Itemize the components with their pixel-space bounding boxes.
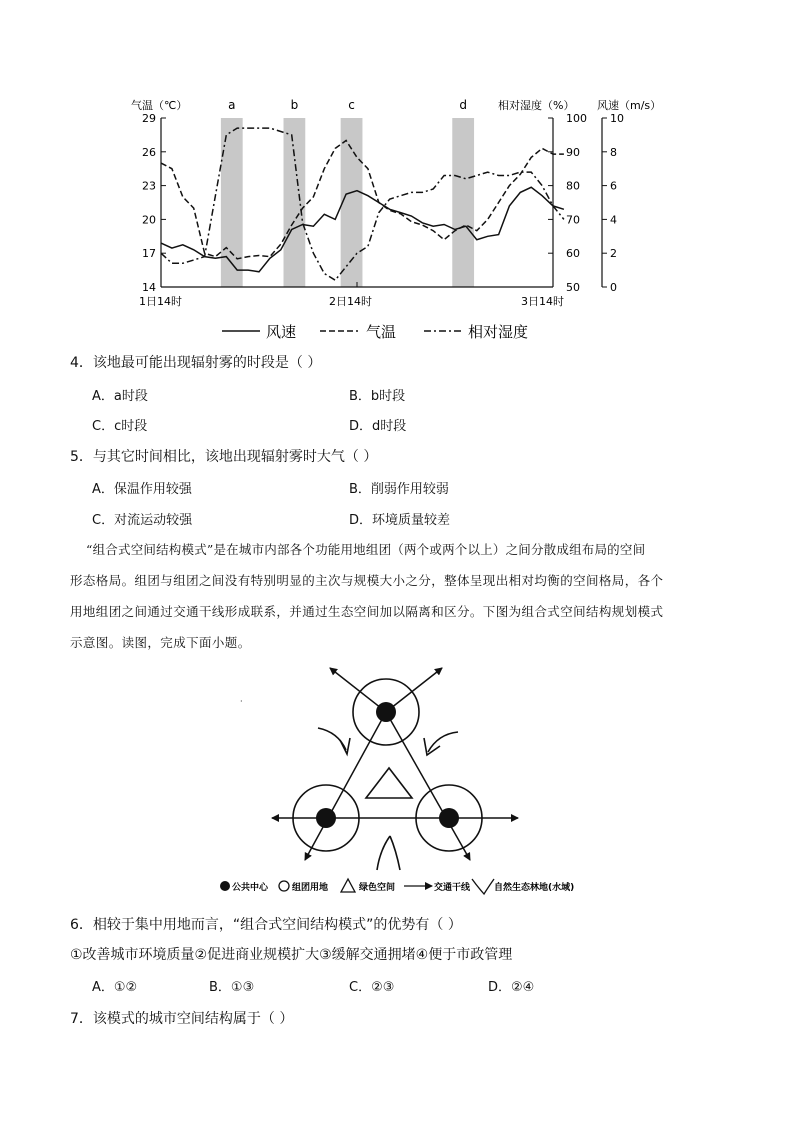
question-6-stem: 6．相较于集中用地而言，“组合式空间结构模式”的优势有（ ） <box>70 917 462 933</box>
q6-option-b[interactable]: B．①③ <box>209 980 255 995</box>
question-7-stem: 7．该模式的城市空间结构属于（ ） <box>70 1011 294 1027</box>
legend-humidity: 相对湿度 <box>468 323 529 341</box>
left-tick-label: 17 <box>142 247 156 261</box>
x-tick-1: 1日14时 <box>139 295 182 308</box>
legend-green-space-icon <box>341 879 355 892</box>
question-4-stem: 4．该地最可能出现辐射雾的时段是（ ） <box>70 355 322 371</box>
legend-public-center-icon <box>220 881 230 891</box>
humidity-tick-label: 70 <box>566 213 580 227</box>
wind-tick-label: 8 <box>610 145 617 159</box>
legend-public-center: 公共中心 <box>232 883 269 893</box>
humidity-tick-label: 50 <box>566 281 580 294</box>
q5-option-d[interactable]: D．环境质量较差 <box>349 513 451 528</box>
wind-tick-label: 10 <box>610 112 624 125</box>
q4-option-a[interactable]: A．a时段 <box>92 389 148 404</box>
q4-option-d[interactable]: D．d时段 <box>349 419 407 434</box>
band-label-a: a <box>228 98 236 112</box>
band-label-d: d <box>459 98 467 112</box>
left-tick-label: 29 <box>142 112 156 125</box>
left-tick-label: 14 <box>142 281 156 294</box>
green-space-triangle <box>366 768 412 798</box>
q4-option-c[interactable]: C．c时段 <box>92 419 148 434</box>
left-tick-label: 20 <box>142 213 156 227</box>
q4-option-b[interactable]: B．b时段 <box>349 389 406 404</box>
svg-text:·: · <box>240 697 243 706</box>
left-tick-label: 26 <box>142 145 156 159</box>
passage-line-2: 形态格局。组团与组团之间没有特别明显的主次与规模大小之分，整体呈现出相对均衡的空间格局，各个 <box>70 573 664 588</box>
left-axis-label: 气温（℃） <box>131 99 188 112</box>
legend-group-land-icon <box>279 881 289 891</box>
question-5-stem: 5．与其它时间相比，该地出现辐射雾时大气（ ） <box>70 449 378 465</box>
humidity-axis-label: 相对湿度（%） <box>498 99 575 112</box>
wind-tick-label: 6 <box>610 179 617 193</box>
wind-tick-label: 0 <box>610 281 617 294</box>
legend-traffic: 交通干线 <box>434 883 471 893</box>
public-centers <box>316 702 459 828</box>
passage-line-3: 用地组团之间通过交通干线形成联系，并通过生态空间加以隔离和区分。下图为组合式空间结构规划模式 <box>70 604 664 619</box>
band-d <box>452 118 474 287</box>
wind-tick-label: 4 <box>610 213 617 227</box>
q6-option-c[interactable]: C．②③ <box>349 980 395 995</box>
passage-line-1: “组合式空间结构模式”是在城市内部各个功能用地组团（两个或两个以上）之间分散成组布局的空间 <box>86 542 646 557</box>
q5-option-a[interactable]: A．保温作用较强 <box>92 482 192 497</box>
band-label-c: c <box>348 98 355 112</box>
band-b <box>284 118 306 287</box>
diagram-legend <box>220 879 574 894</box>
humidity-tick-label: 90 <box>566 145 580 159</box>
chart-legend <box>222 323 528 341</box>
humidity-tick-label: 80 <box>566 179 580 193</box>
humidity-tick-label: 100 <box>566 112 587 125</box>
legend-group-land: 组团用地 <box>292 883 329 893</box>
band-a <box>221 118 243 287</box>
legend-temp: 气温 <box>366 323 397 341</box>
weather-chart <box>0 0 794 345</box>
traffic-lines <box>272 668 518 860</box>
x-tick-2: 2日14时 <box>329 295 372 308</box>
time-bands <box>221 98 474 287</box>
q6-option-d[interactable]: D．②④ <box>488 980 535 995</box>
humidity-tick-label: 60 <box>566 247 580 261</box>
question-6-statements: ①改善城市环境质量②促进商业规模扩大③缓解交通拥堵④便于市政管理 <box>70 947 513 963</box>
left-tick-label: 23 <box>142 179 156 193</box>
band-c <box>341 118 363 287</box>
q6-option-a[interactable]: A．①② <box>92 980 138 995</box>
legend-green-space: 绿色空间 <box>359 883 396 893</box>
legend-wind: 风速 <box>266 323 297 341</box>
legend-ecological: 自然生态林地(水域) <box>494 883 575 893</box>
q5-option-c[interactable]: C．对流运动较强 <box>92 513 193 528</box>
wind-tick-label: 2 <box>610 247 617 261</box>
band-label-b: b <box>290 98 299 112</box>
passage-line-4: 示意图。读图，完成下面小题。 <box>70 635 251 650</box>
q5-option-b[interactable]: B．削弱作用较弱 <box>349 482 449 497</box>
wind-axis-label: 风速（m/s） <box>597 99 662 112</box>
x-tick-3: 3日14时 <box>521 295 564 308</box>
spatial-structure-diagram <box>0 660 794 900</box>
legend-ecological-icon <box>472 879 494 894</box>
